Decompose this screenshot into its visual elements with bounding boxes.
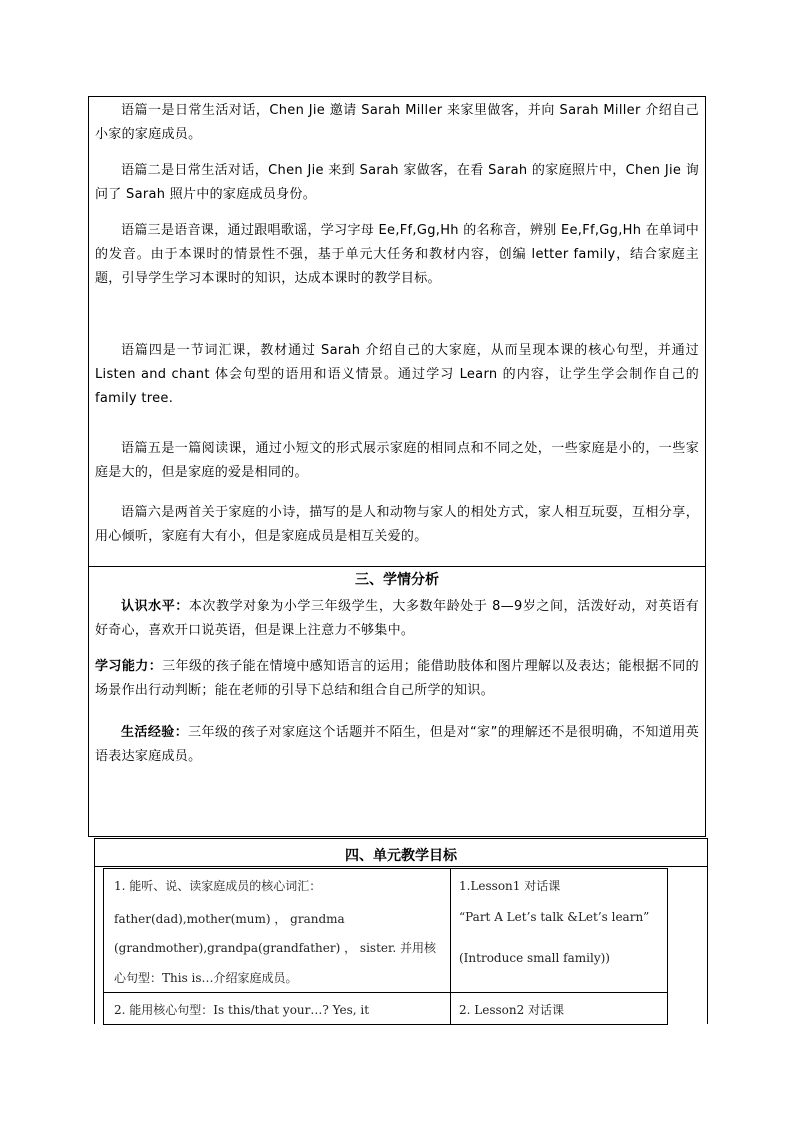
ability-text: 三年级的孩子能在情境中感知语言的运用；能借助肢体和图片理解以及表达；能根据不同的场景作出行动判断；能在老师的引导下总结和组合自己所学的知识。: [95, 659, 699, 698]
goal-2-line: 2. 能用核心句型：Is this/that your…? Yes, it: [114, 1003, 370, 1017]
objective-goal-cell-2: [103, 992, 451, 1025]
life-label: 生活经验：: [121, 725, 189, 740]
goal-1-line: 心句型：This is…介绍家庭成员。: [114, 971, 298, 985]
objective-goal-cell-1: [103, 868, 451, 993]
learner-analysis-section: [88, 566, 706, 837]
analysis-paragraph-6: 语篇六是两首关于家庭的小诗，描写的是人和动物与家人的相处方式，家人相互玩耍，互相分享，用心倾听，家庭有大有小，但是家庭成员是相互关爱的。: [95, 505, 699, 544]
analysis-paragraph-4: 语篇四是一节词汇课，教材通过 Sarah 介绍自己的大家庭，从而呈现本课的核心句型，并通过 Listen and chant 体会句型的语用和语义情景。通过学习 Learn 的内容，让学生学会制作自己的 family tree.: [95, 343, 699, 406]
life-text: 三年级的孩子对家庭这个话题并不陌生，但是对“家”的理解还不是很明确，不知道用英语表达家庭成员。: [95, 725, 699, 764]
lesson-1-line: 1.Lesson1 对话课: [459, 879, 561, 893]
learner-analysis-title: 三、学情分析: [355, 572, 439, 588]
cognition-text: 本次教学对象为小学三年级学生，大多数年龄处于 8—9岁之间，活泼好动，对英语有好奇心，喜欢开口说英语，但是课上注意力不够集中。: [95, 599, 699, 638]
cognition-paragraph: [95, 595, 699, 643]
cognition-label: 认识水平：: [121, 599, 189, 614]
divider: [95, 866, 707, 867]
analysis-paragraph-5: 语篇五是一篇阅读课，通过小短文的形式展示家庭的相同点和不同之处，一些家庭是小的，一些家庭是大的，但是家庭的爱是相同的。: [95, 441, 699, 480]
objective-lesson-cell-2: [450, 992, 668, 1025]
lesson-2-line: 2. Lesson2 对话课: [459, 1003, 565, 1017]
objective-lesson-cell-1: [450, 868, 668, 993]
text-analysis-section: [88, 96, 706, 566]
ability-label: 学习能力：: [95, 659, 163, 674]
life-paragraph: [95, 721, 699, 769]
ability-paragraph: [95, 655, 699, 703]
goal-1-line: 1. 能听、说、读家庭成员的核心词汇：: [114, 879, 322, 893]
lesson-1-line: “Part A Let’s talk &Let’s learn”: [459, 910, 650, 924]
goal-1-line: father(dad),mother(mum) ， grandma: [114, 912, 345, 926]
lesson-1-line: (Introduce small family)): [459, 951, 610, 965]
unit-objectives-section: [94, 838, 708, 1024]
analysis-paragraph-3: 语篇三是语音课，通过跟唱歌谣，学习字母 Ee,Ff,Gg,Hh 的名称音，辨别 Ee,Ff,Gg,Hh 在单词中的发音。由于本课时的情景性不强，基于单元大任务和教材内容，创编 letter family，结合家庭主题，引导学生学习本课时的知识，达成本课时的教学目标。: [95, 223, 699, 286]
analysis-paragraph-2: 语篇二是日常生活对话，Chen Jie 来到 Sarah 家做客，在看 Sarah 的家庭照片中，Chen Jie 询问了 Sarah 照片中的家庭成员身份。: [95, 163, 699, 202]
objectives-title: 四、单元教学目标: [345, 848, 457, 864]
analysis-paragraph-1: 语篇一是日常生活对话，Chen Jie 邀请 Sarah Miller 来家里做客，并向 Sarah Miller 介绍自己小家的家庭成员。: [95, 103, 699, 142]
goal-1-line: (grandmother),grandpa(grandfather) ， sister. 并用核: [114, 941, 437, 955]
